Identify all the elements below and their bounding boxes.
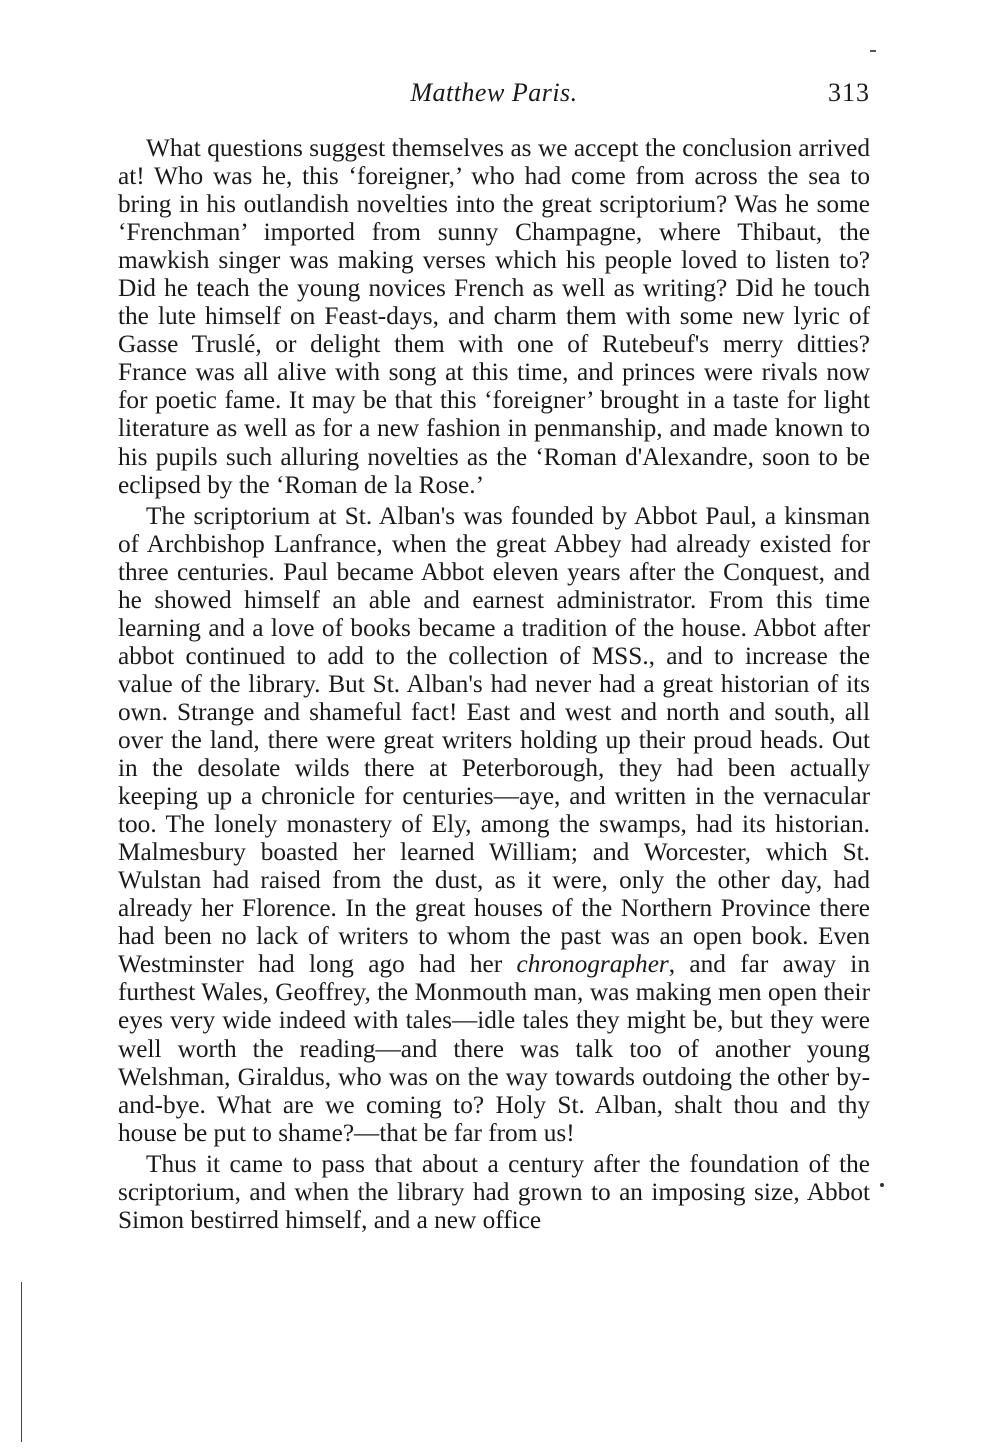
running-title: Matthew Paris. — [410, 78, 578, 107]
running-head — [118, 78, 870, 118]
scan-speck — [880, 1183, 884, 1187]
paragraph-2-tail: , and far away in furthest Wales, Geoffrey, the Monmouth man, was making men open their eyes very wide indeed with tales—idle tales they might be, but they were well worth the reading—and there was talk too of another young Welshman, Giraldus, who was on the way towards outdoing the other by-and-bye. What are we coming to? Holy St. Alban, shalt thou and thy house be put to shame?—that be far from us! — [118, 950, 870, 1147]
paragraph-1: What questions suggest themselves as we accept the conclusion arrived at! Who was he, this ‘foreigner,’ who had come from across the sea to bring in his outlandish novelties into the great scriptorium? Was he some ‘Frenchman’ imported from sunny Champagne, where Thibaut, the mawkish singer was making verses which his people loved to listen to? Did he teach the young novices French as well as writing? Did he touch the lute himself on Feast-days, and charm them with some new lyric of Gasse Truslé, or delight them with one of Rutebeuf's merry ditties? France was all alive with song at this time, and princes were rivals now for poetic fame. It may be that this ‘foreigner’ brought in a taste for light literature as well as for a new fashion in penmanship, and made known to his pupils such alluring novelties as the ‘Roman d'Alexandre, soon to be eclipsed by the ‘Roman de la Rose.’ — [118, 134, 870, 499]
emphasis-chronographer: chronographer — [516, 950, 669, 979]
scan-mark — [870, 50, 876, 52]
paragraph-2-text: The scriptorium at St. Alban's was founded by Abbot Paul, a kinsman of Archbishop Lanfrance, when the great Abbey had already existed for three centuries. Paul became Abbot eleven years after the Conquest, and he showed himself an able and earnest administrator. From this time learning and a love of books became a tradition of the house. Abbot after abbot continued to add to the collection of MSS., and to increase the value of the library. But St. Alban's had never had a great historian of its own. Strange and shameful fact! East and west and north and south, all over the land, there were great writers holding up their proud heads. Out in the desolate wilds there at Peterborough, they had been actually keeping up a chronicle for centuries—aye, and written in the vernacular too. The lonely monastery of Ely, among the swamps, had its historian. Malmesbury boasted her learned William; and Worcester, which St. Wulstan had raised from the dust, as it were, only the other day, had already her Florence. In the great houses of the Northern Province there had been no lack of writers to whom the past was an open book. Even Westminster had long ago had her — [118, 501, 870, 979]
page-number: 313 — [828, 78, 870, 107]
paragraph-2 — [118, 502, 870, 1147]
body-text — [118, 134, 870, 1237]
paragraph-3: Thus it came to pass that about a century after the foundation of the scriptorium, and when the library had grown to an imposing size, Abbot Simon bestirred himself, and a new office — [118, 1149, 870, 1234]
margin-rule — [21, 1282, 22, 1442]
